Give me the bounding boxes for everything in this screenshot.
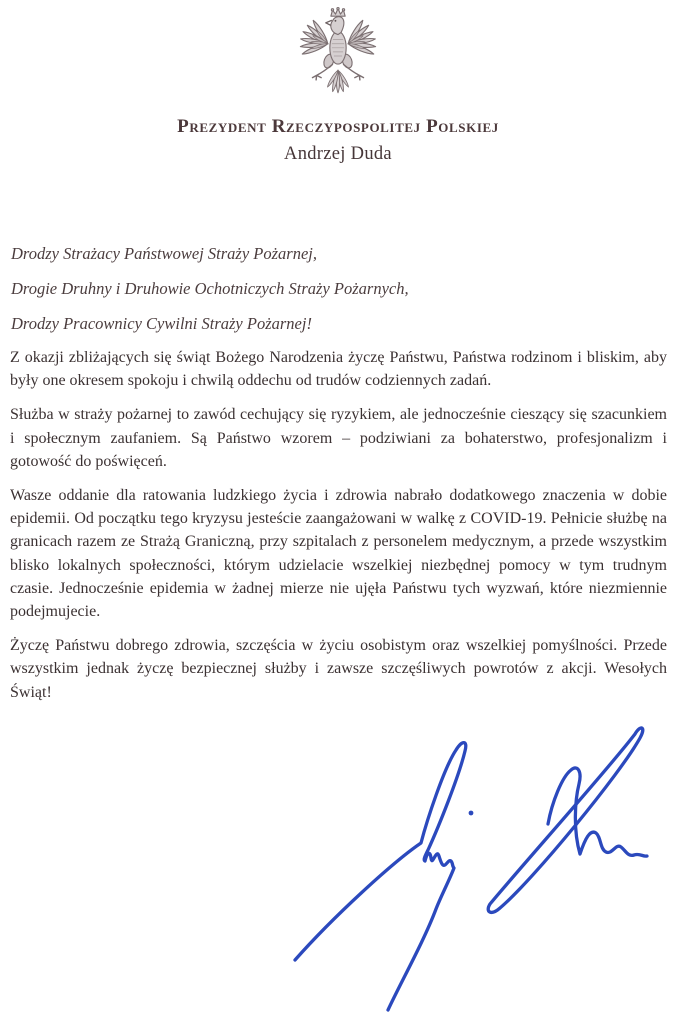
paragraph-4: Życzę Państwu dobrego zdrowia, szczęścia w życiu osobistym oraz wszelkiej pomyślności. Przede wszystkim jednak życzę bezpiecznej służby i zawsze szczęśliwych powrotów z akcji. Wesołych Świąt! bbox=[10, 637, 667, 701]
signature-svg bbox=[288, 720, 664, 1020]
letterhead-title: Prezydent Rzeczypospolitej Polskiej bbox=[177, 116, 499, 137]
salutation-line-1: Drodzy Strażacy Państwowej Straży Pożarnej, bbox=[11, 244, 317, 263]
letterhead-name: Andrzej Duda bbox=[284, 144, 392, 164]
salutation-line-3: Drodzy Pracownicy Cywilni Straży Pożarnej! bbox=[11, 314, 312, 333]
polish-eagle-emblem-icon bbox=[287, 6, 389, 110]
paragraph-1: Z okazji zbliżających się świąt Bożego Narodzenia życzę Państwu, Państwa rodzinom i bliskim, aby były one okresem spokoju i chwilą oddechu od trudów codziennych zadań. bbox=[10, 349, 667, 390]
salutation bbox=[11, 236, 656, 341]
paragraph-3: Wasze oddanie dla ratowania ludzkiego życia i zdrowia nabrało dodatkowego znaczenia w dobie epidemii. Od początku tego kryzysu jesteście zaangażowani w walkę z COVID-19. Pełnicie służbę na granicach razem ze Strażą Graniczną, przy szpitalach z personelem medycznym, a przede wszystkim blisko lokalnych społeczności, którym udzielacie wszelkiej niezbędnej pomocy w tym trudnym czasie. Jednocześnie epidemia w żadnej mierze nie ujęła Państwu tych wyzwań, które niezmiennie podejmujecie. bbox=[10, 487, 667, 621]
handwritten-signature bbox=[288, 720, 664, 1020]
salutation-line-2: Drogie Druhny i Druhowie Ochotniczych Straży Pożarnych, bbox=[11, 279, 409, 298]
letter-body bbox=[10, 346, 667, 715]
eagle-svg bbox=[287, 6, 389, 110]
paragraph-2: Służba w straży pożarnej to zawód cechujący się ryzykiem, ale jednocześnie cieszący się szacunkiem i społecznym zaufaniem. Są Państwo wzorem – podziwiani za bohaterstwo, profesjonalizm i gotowość do poświęceń. bbox=[10, 406, 667, 470]
